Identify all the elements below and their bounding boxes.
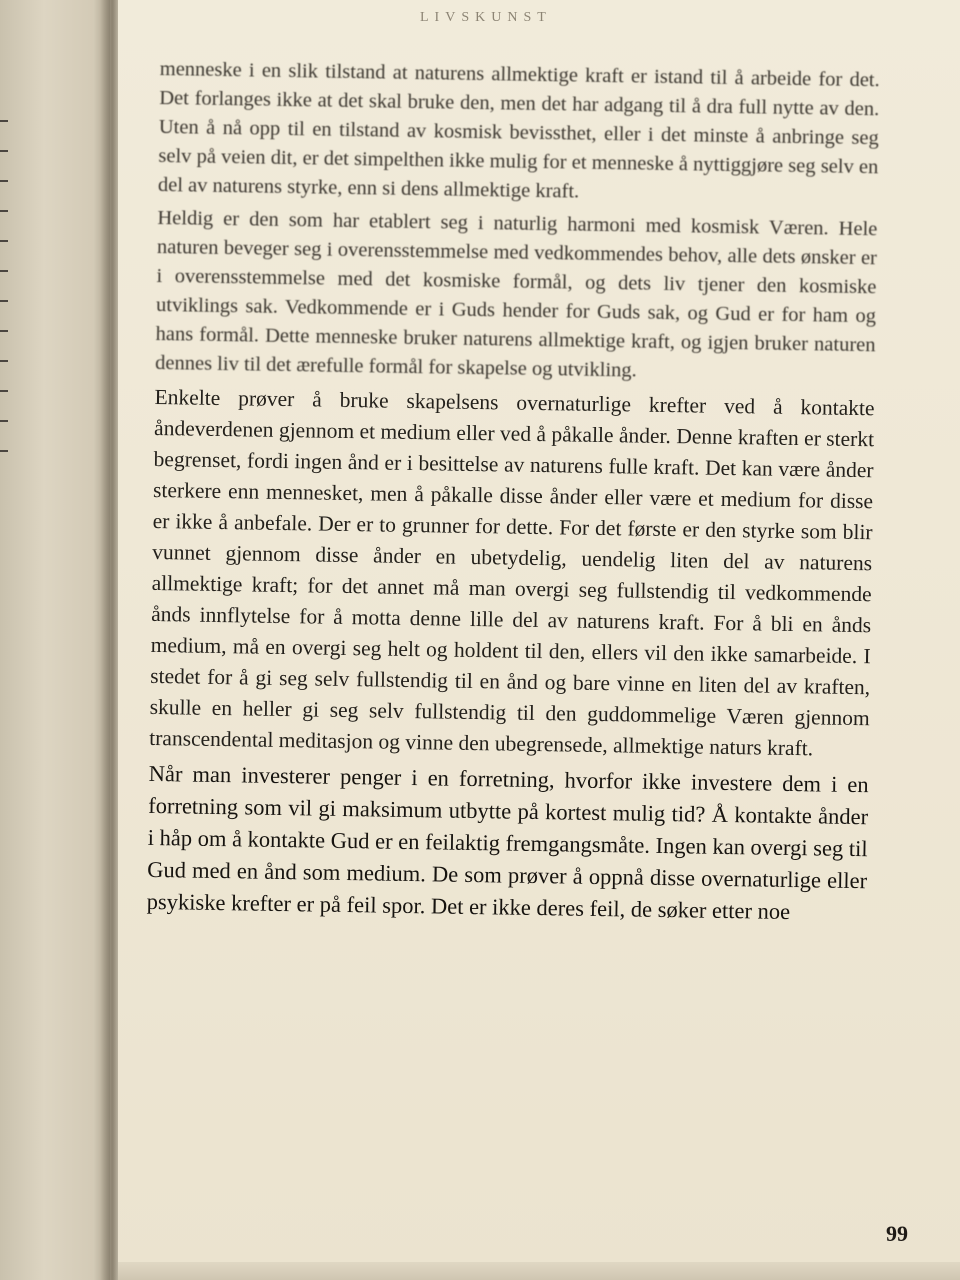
paragraph-2: Heldig er den som har etablert seg i naturlig harmoni med kosmisk Væren. Hele naturen beveger seg i overensstemmelse med vedkommendes behov, alle dets ønsker er i overensstemmelse med det kosmiske formål, og dets liv tjener den kosmiske utviklings sak. Vedkommende er i Guds hender for Guds sak, og Gud er for ham og hans formål. Dette menneske bruker naturens allmektige kraft, og igjen bruker naturen dennes liv til det ærefulle formål for skapelse og utvikling. bbox=[154, 206, 878, 382]
body-text bbox=[146, 55, 879, 929]
paragraph-4: Når man investerer penger i en forretning, hvorfor ikke investere dem i en forretning som vil gi maksimum utbytte på kortest mulig tid? Å kontakte ånder i håp om å kontakte Gud er en feilaktig fremgangsmåte. Ingen kan overgi seg til Gud med en ånd som medium. De som prøver å oppnå disse overnaturlige eller psykiske krefter er på feil spor. Det er ikke deres feil, de søker etter noe bbox=[146, 760, 869, 925]
paragraph-1: menneske i en slik tilstand at naturens allmektige kraft er istand til å arbeide for det. Det forlanges ikke at det skal bruke den, men det har adgang til å dra full nytte av den. Uten å nå opp til en tilstand av kosmisk bevissthet, eller i det minste å anbringe seg selv på veien dit, er det simpelthen ikke mulig for et menneske å nyttiggjøre seg selv en del av naturens styrke, enn si dens allmektige kraft. bbox=[157, 57, 880, 203]
left-facing-page bbox=[0, 0, 110, 1280]
left-page-text-edge bbox=[0, 120, 14, 480]
paragraph-3: Enkelte prøver å bruke skapelsens overnaturlige krefter ved å kontakte åndeverdenen gjennom et medium eller ved å påkalle ånder. Denne kraften er sterkt begrenset, fordi ingen ånd er i besittelse av naturens fulle kraft. Det kan være ånder sterkere enn mennesket, men å påkalle disse ånder eller være et medium for disse er ikke å anbefale. Der er to grunner for dette. For det første er den styrke som blir vunnet gjennom disse ånder en ubetydelig, uendelig liten del av naturens allmektige kraft; for det annet må man overgi seg fullstendig til vedkommende ånds innflytelse for å motta denne lille del av naturens kraft. For å bli en ånds medium, må en overgi seg helt og holdent til den, ellers vil den ikke samarbeide. I stedet for å gi seg selv fullstendig til en ånd og bare vinne en liten del av kraften, skulle en heller gi seg selv fullstendig til den guddommelige Væren gjennom transcendental meditasjon og vinne den ubegrensede, allmektige naturs kraft. bbox=[149, 384, 875, 761]
page-number: 99 bbox=[886, 1221, 908, 1246]
running-head: LIVSKUNST bbox=[420, 10, 552, 25]
page-bottom-edge bbox=[118, 1262, 960, 1280]
